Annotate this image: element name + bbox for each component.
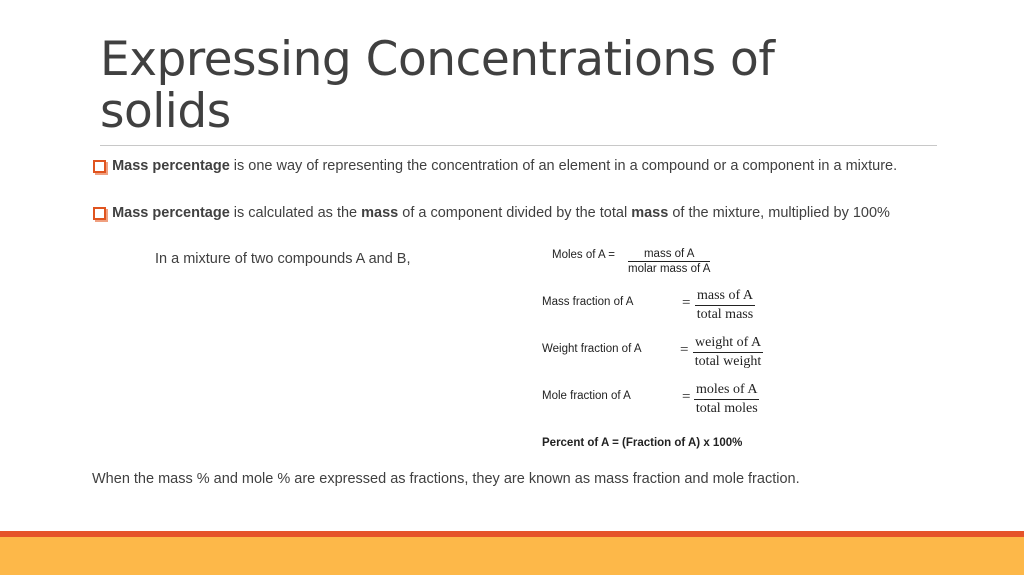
footer-band — [0, 537, 1024, 575]
bullet-2-text-b: of a component divided by the total — [398, 205, 632, 221]
mass-fraction-equals: = — [682, 295, 691, 311]
mole-fraction-numerator: moles of A — [694, 382, 759, 400]
bullet-mass-percentage-definition — [100, 158, 910, 175]
percent-formula: Percent of A = (Fraction of A) x 100% — [542, 437, 743, 449]
mass-fraction — [695, 288, 755, 323]
mole-fraction-denominator: total moles — [695, 401, 758, 416]
mixture-line: In a mixture of two compounds A and B, — [155, 251, 411, 267]
bullet-2-bold-mass-2: mass — [631, 205, 669, 221]
mole-fraction-label: Mole fraction of A — [542, 390, 631, 402]
bullet-2-text-c: of the mixture, multiplied by 100% — [668, 205, 890, 221]
slide-title: Expressing Concentrations of solids — [100, 32, 775, 139]
title-divider — [100, 145, 937, 146]
bullet-1-bold: Mass percentage — [112, 158, 230, 174]
bullet-mass-percentage-calculation — [100, 205, 910, 222]
mass-fraction-denominator: total mass — [696, 307, 754, 322]
bullet-2-text-a: is calculated as the — [229, 205, 362, 221]
weight-fraction-numerator: weight of A — [693, 335, 763, 353]
bullet-2-bold: Mass percentage — [112, 205, 230, 221]
bullet-1-text: is one way of representing the concentration of an element in a compound or a component in a mixture. — [229, 158, 898, 174]
weight-fraction-denominator: total weight — [694, 354, 762, 369]
weight-fraction-equals: = — [680, 342, 689, 358]
mass-fraction-numerator: mass of A — [695, 288, 755, 306]
mass-fraction-label: Mass fraction of A — [542, 296, 634, 308]
moles-denominator: molar mass of A — [628, 263, 711, 275]
weight-fraction-label: Weight fraction of A — [542, 343, 642, 355]
bullet-2-bold-mass-1: mass — [361, 205, 399, 221]
moles-fraction — [628, 248, 710, 275]
hollow-square-bullet-icon — [93, 160, 106, 173]
mole-fraction — [694, 382, 759, 417]
moles-numerator: mass of A — [628, 248, 710, 262]
fraction-note: When the mass % and mole % are expressed as fractions, they are known as mass fraction and mole fraction. — [92, 471, 800, 487]
weight-fraction — [693, 335, 763, 370]
formulas-image — [540, 245, 800, 455]
hollow-square-bullet-icon — [93, 207, 106, 220]
moles-label: Moles of A = — [552, 249, 615, 261]
mole-fraction-equals: = — [682, 389, 691, 405]
